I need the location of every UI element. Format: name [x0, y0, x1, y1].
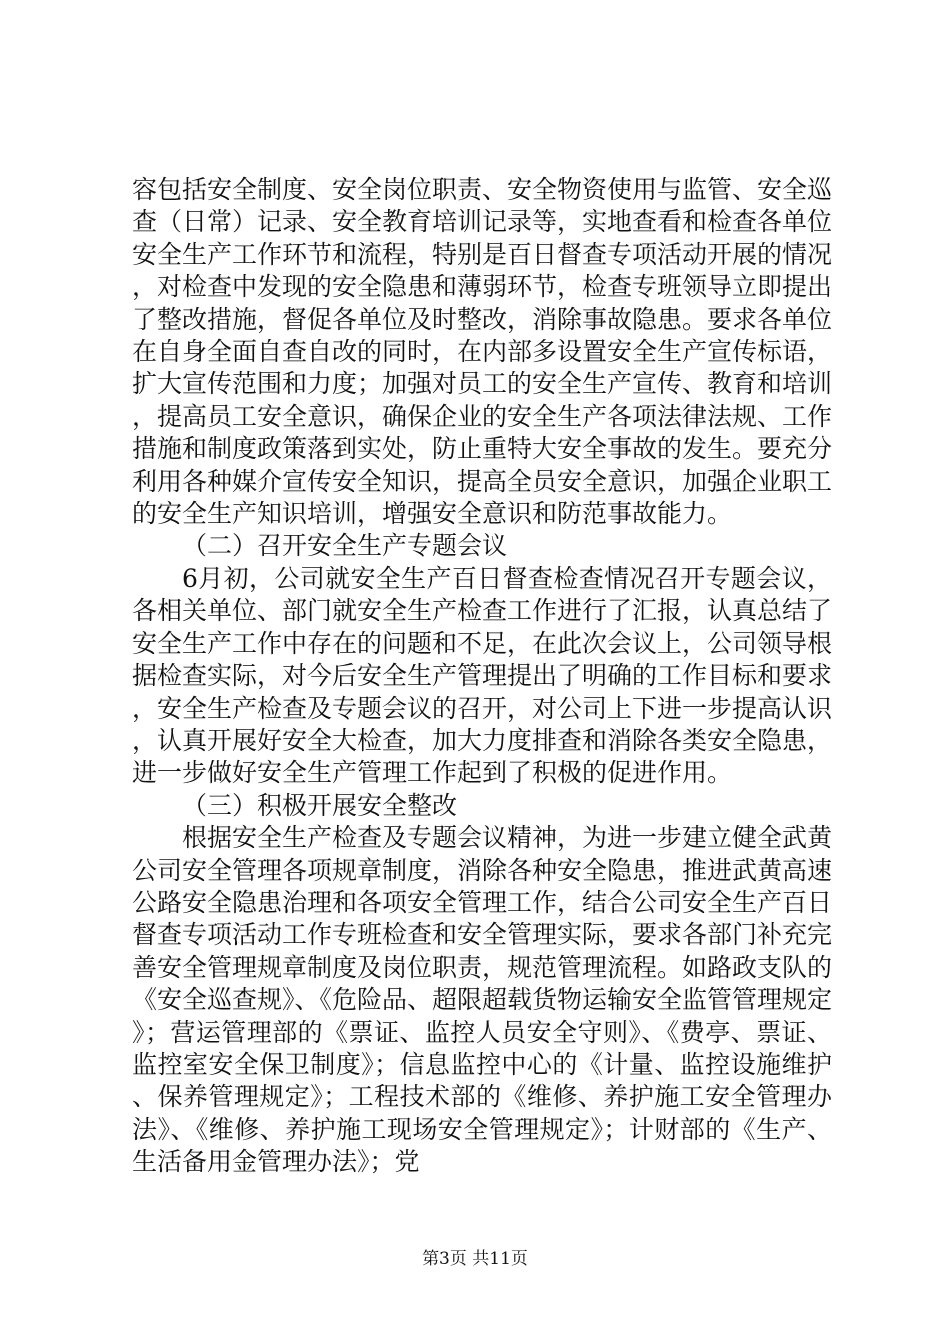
- paragraph-rectification: 根据安全生产检查及专题会议精神，为进一步建立健全武黄公司安全管理各项规章制度，消除各种安全隐患，推进武黄高速公路安全隐患治理和各项安全管理工作，结合公司安全生产百日督查专项活动工作专班检查和安全管理实际，要求各部门补充完善安全管理规章制度及岗位职责，规范管理流程。如路政支队的《安全巡查规》、《危险品、超限超载货物运输安全监管管理规定》；营运管理部的《票证、监控人员安全守则》、《费亭、票证、监控室安全保卫制度》；信息监控中心的《计量、监控设施维护、保养管理规定》；工程技术部的《维修、养护施工安全管理办法》、《维修、养护施工现场安全管理规定》；计财部的《生产、生活备用金管理办法》；党: [132, 823, 833, 1177]
- page-footer: 第3页 共11页: [422, 1249, 528, 1269]
- document-body: [132, 174, 832, 1179]
- paragraph-meeting: 6月初，公司就安全生产百日督查检查情况召开专题会议，各相关单位、部门就安全生产检查工作进行了汇报，认真总结了安全生产工作中存在的问题和不足，在此次会议上，公司领导根据检查实际，对今后安全生产管理提出了明确的工作目标和要求，安全生产检查及专题会议的召开，对公司上下进一步提高认识，认真开展好安全大检查，加大力度排查和消除各类安全隐患，进一步做好安全生产管理工作起到了积极的促进作用。: [132, 563, 833, 788]
- section-heading-2: （二）召开安全生产专题会议: [182, 531, 508, 561]
- paragraph-continuation: 容包括安全制度、安全岗位职责、安全物资使用与监管、安全巡查（日常）记录、安全教育培训记录等，实地查看和检查各单位安全生产工作环节和流程，特别是百日督查专项活动开展的情况，对检查中发现的安全隐患和薄弱环节，检查专班领导立即提出了整改措施，督促各单位及时整改，消除事故隐患。要求各单位在自身全面自查自改的同时，在内部多设置安全生产宣传标语，扩大宣传范围和力度；加强对员工的安全生产宣传、教育和培训，提高员工安全意识，确保企业的安全生产各项法律法规、工作措施和制度政策落到实处，防止重特大安全事故的发生。要充分利用各种媒介宣传安全知识，提高全员安全意识，加强企业职工的安全生产知识培训，增强安全意识和防范事故能力。: [132, 175, 833, 529]
- section-heading-3: （三）积极开展安全整改: [182, 790, 458, 820]
